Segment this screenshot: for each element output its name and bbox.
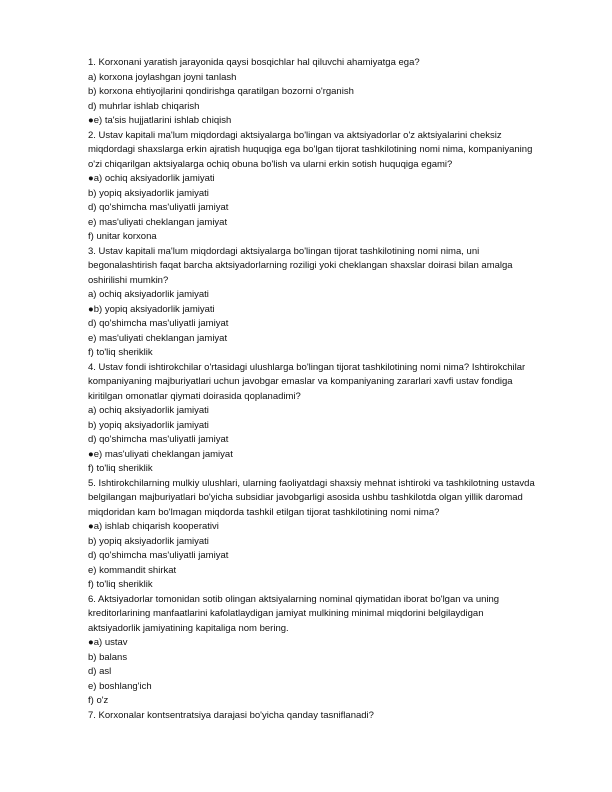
answer-option: d) muhrlar ishlab chiqarish <box>88 100 200 112</box>
question-text-line: kiritilgan omonatlar qiymati doirasida qoplanadimi? <box>88 390 301 402</box>
question-block <box>88 361 558 477</box>
answer-option: b) balans <box>88 651 128 663</box>
answer-option: ●e) ta'sis hujjatlarini ishlab chiqish <box>88 115 232 126</box>
answer-option: f) to'liq sheriklik <box>88 463 153 474</box>
document-page <box>88 56 558 723</box>
question-block <box>88 477 558 593</box>
question-text-line: 6. Aktsiyadorlar tomonidan sotib olingan aktsiyalarning nominal qiymatidan iborat bo'lgan va uning <box>88 593 500 605</box>
question-text-line: oshirilishi mumkin? <box>88 274 169 286</box>
question-text-line: belgilangan majburiyatlari bo'yicha subsidiar javobgarligi asosida ushbu tashkilotda olgan yillik daromad <box>88 492 523 503</box>
question-text-line: miqdordagi shaxslarga erkin ajratish huquqiga ega bo'lgan tijorat tashkilotining nomi nima, kompaniyaning <box>88 144 533 155</box>
answer-option: e) boshlang'ich <box>88 680 152 692</box>
answer-option: ●b) yopiq aksiyadorlik jamiyati <box>88 303 215 315</box>
question-text-line: 2. Ustav kapitali ma'lum miqdordagi aktsiyalarga bo'lingan va aktsiyadorlar o'z aktsiyalarini cheksiz <box>88 129 502 141</box>
answer-option: b) yopiq aksiyadorlik jamiyati <box>88 535 209 547</box>
question-block <box>88 245 558 361</box>
question-text-line: 4. Ustav fondi ishtirokchilar o'rtasidagi ulushlarga bo'lingan tijorat tashkilotining nomi nima? Ishtirokchilar <box>88 361 526 373</box>
answer-option: b) yopiq aksiyadorlik jamiyati <box>88 419 209 431</box>
answer-option: d) qo'shimcha mas'uliyatli jamiyat <box>88 550 229 561</box>
answer-option: b) korxona ehtiyojlarini qondirishga qaratilgan bozorni o'rganish <box>88 86 354 97</box>
question-text-line: o'zi chiqarilgan aktsiyalarga ochiq obuna bo'lish va ularni erkin sotish huquqiga egami? <box>88 158 453 170</box>
question-block <box>88 593 558 709</box>
answer-option: a) ochiq aksiyadorlik jamiyati <box>88 405 209 416</box>
answer-option: ●e) mas'uliyati cheklangan jamiyat <box>88 448 233 460</box>
question-text-line: 5. Ishtirokchilarning mulkiy ulushlari, ularning faoliyatdagi shaxsiy mehnat ishtiroki va tashkilotning ustavda <box>88 477 535 489</box>
answer-option: a) ochiq aksiyadorlik jamiyati <box>88 289 209 300</box>
question-text-line: miqdoridan kam bo'lmagan miqdorda tashkil etilgan tijorat tashkilotining nomi nima? <box>88 506 440 518</box>
question-text-line: 3. Ustav kapitali ma'lum miqdordagi aktsiyalarga bo'lingan tijorat tashkilotining nomi nima, uni <box>88 245 480 257</box>
answer-option: e) kommandit shirkat <box>88 564 177 576</box>
answer-option: f) o'z <box>88 695 109 706</box>
answer-option: b) yopiq aksiyadorlik jamiyati <box>88 187 209 199</box>
question-text-line: aktsiyadorlik jamiyatining kapitaliga nom bering. <box>88 622 289 634</box>
answer-option: ●a) ochiq aksiyadorlik jamiyati <box>88 173 215 184</box>
answer-option: d) qo'shimcha mas'uliyatli jamiyat <box>88 434 229 445</box>
question-text-line: 1. Korxonani yaratish jarayonida qaysi bosqichlar hal qiluvchi ahamiyatga ega? <box>88 57 420 68</box>
question-text-line: begonalashtirish faqat barcha aktsiyadorlarning roziligi yoki cheklangan shaxslar doirasi bilan amalga <box>88 260 513 271</box>
answer-option: e) mas'uliyati cheklangan jamiyat <box>88 332 228 344</box>
answer-option: f) to'liq sheriklik <box>88 347 153 358</box>
answer-option: d) qo'shimcha mas'uliyatli jamiyat <box>88 202 229 213</box>
question-text-line: kompaniyaning majburiyatlari uchun javobgar emaslar va kompaniyaning zararlari xavfi ustav fondiga <box>88 376 513 387</box>
answer-option: ●a) ustav <box>88 637 128 648</box>
question-text-line: 7. Korxonalar kontsentratsiya darajasi bo'yicha qanday tasniflanadi? <box>88 709 374 721</box>
answer-option: e) mas'uliyati cheklangan jamiyat <box>88 216 228 228</box>
answer-option: f) to'liq sheriklik <box>88 579 153 590</box>
question-block <box>88 709 558 724</box>
answer-option: ●a) ishlab chiqarish kooperativi <box>88 521 219 532</box>
answer-option: f) unitar korxona <box>88 231 157 242</box>
question-block <box>88 56 558 129</box>
question-block <box>88 129 558 245</box>
question-text-line: kreditorlarining manfaatlarini kafolatlaydigan jamiyat mulkining minimal miqdorini belgilaydigan <box>88 608 484 619</box>
answer-option: d) qo'shimcha mas'uliyatli jamiyat <box>88 318 229 329</box>
answer-option: d) asl <box>88 666 112 677</box>
answer-option: a) korxona joylashgan joyni tanlash <box>88 71 237 83</box>
